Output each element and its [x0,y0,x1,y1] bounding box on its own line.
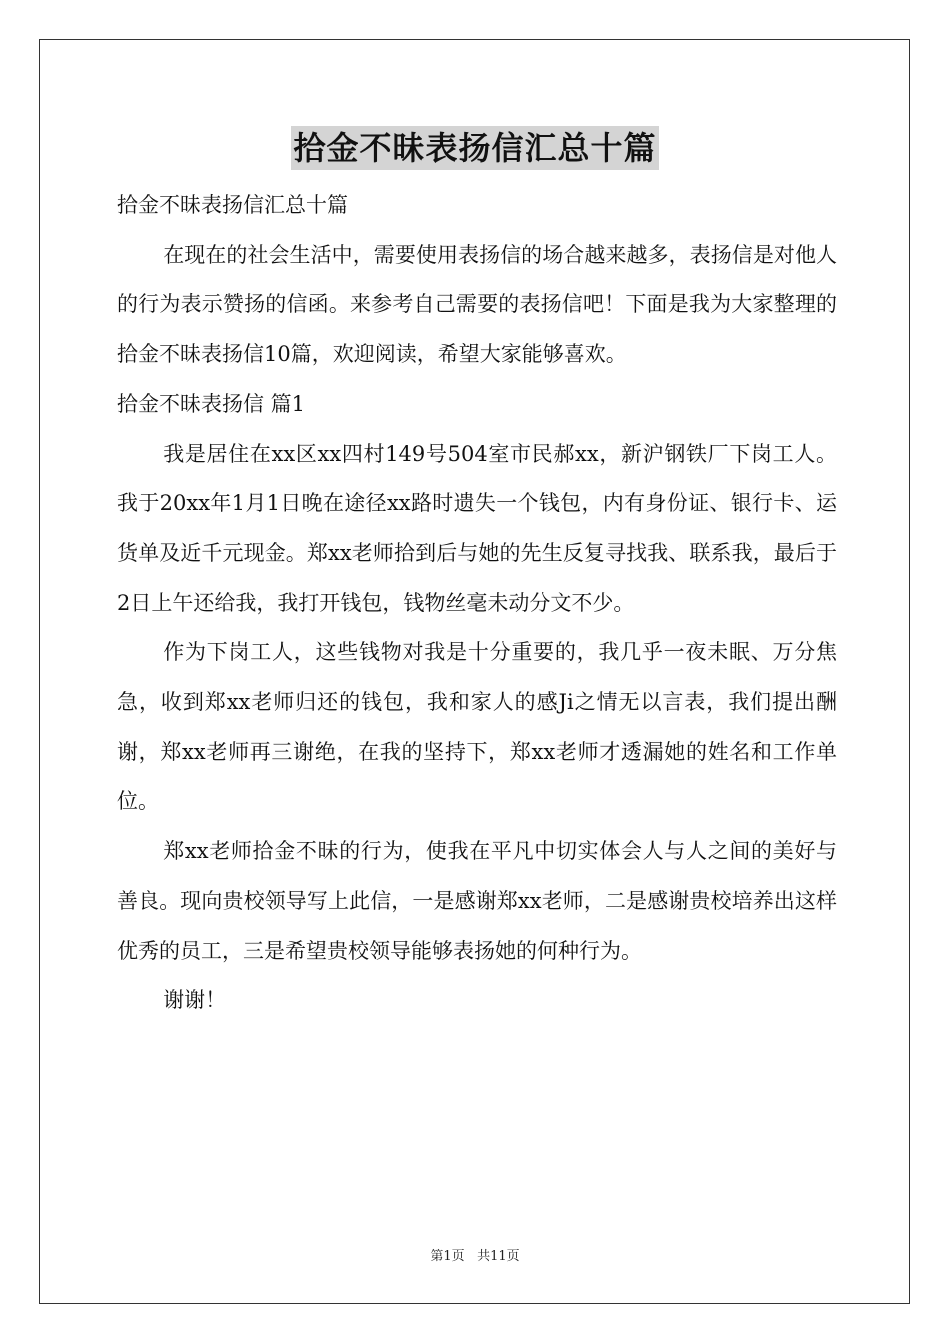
document-title: 拾金不昧表扬信汇总十篇 [291,126,658,170]
page-footer [0,1248,950,1266]
page-number: 第1页 [430,1249,465,1264]
title-container [0,126,950,170]
intro-paragraph: 在现在的社会生活中，需要使用表扬信的场合越来越多，表扬信是对他人的行为表示赞扬的信函。来参考自己需要的表扬信吧！下面是我为大家整理的拾金不昧表扬信10篇，欢迎阅读，希望大家能够喜欢。 [117,242,837,367]
subtitle-paragraph: 拾金不昧表扬信汇总十篇 [117,193,348,217]
document-body [117,181,837,1026]
body-paragraph-1: 我是居住在xx区xx四村149号504室市民郝xx，新沪钢铁厂下岗工人。我于20xx年1月1日晚在途径xx路时遗失一个钱包，内有身份证、银行卡、运货单及近千元现金。郑xx老师拾到后与她的先生反复寻找我、联系我，最后于2日上午还给我，我打开钱包，钱物丝毫未动分文不少。 [117,441,837,615]
section-heading: 拾金不昧表扬信 篇1 [117,391,306,416]
closing-paragraph: 谢谢！ [163,988,227,1013]
body-paragraph-3: 郑xx老师拾金不昧的行为，使我在平凡中切实体会人与人之间的美好与善良。现向贵校领导写上此信，一是感谢郑xx老师，二是感谢贵校培养出这样优秀的员工，三是希望贵校领导能够表扬她的何种行为。 [117,839,837,963]
page-total: 共11页 [477,1249,520,1264]
body-paragraph-2: 作为下岗工人，这些钱物对我是十分重要的，我几乎一夜未眠、万分焦急，收到郑xx老师归还的钱包，我和家人的感Ji之情无以言表，我们提出酬谢，郑xx老师再三谢绝，在我的坚持下，郑xx老师才透漏她的姓名和工作单位。 [117,640,837,814]
